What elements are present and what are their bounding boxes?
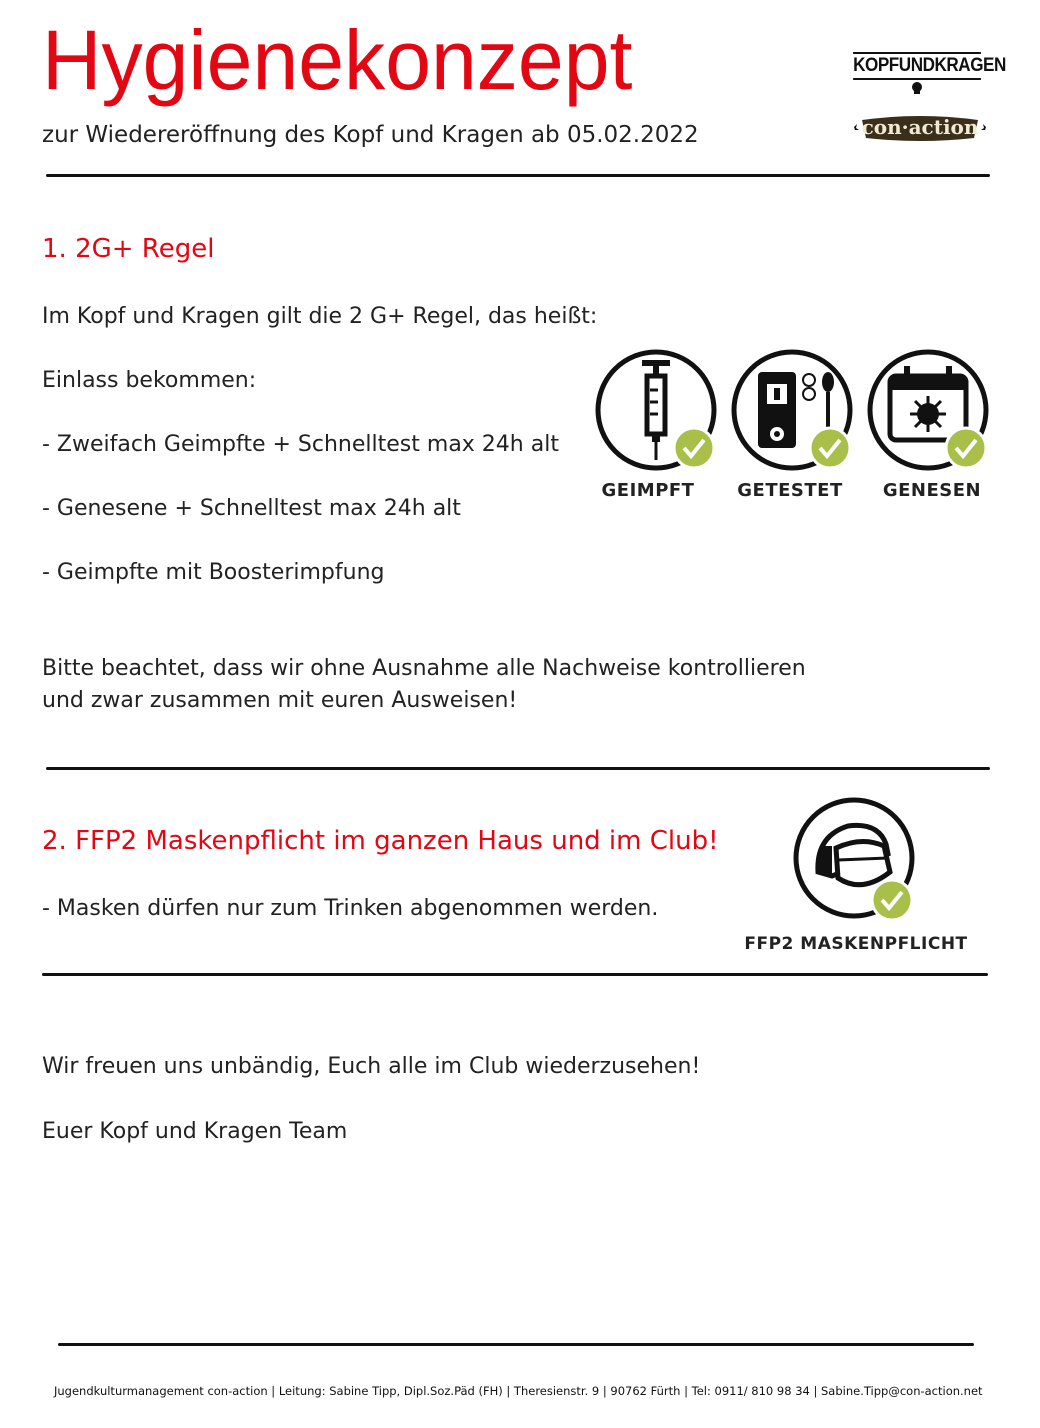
section1-heading: 1. 2G+ Regel bbox=[42, 234, 215, 264]
divider bbox=[42, 973, 988, 976]
test-kit-icon bbox=[730, 348, 854, 472]
ffp2-badge bbox=[792, 796, 916, 920]
face-mask-icon bbox=[792, 796, 916, 920]
list-item: - Genesene + Schnelltest max 24h alt bbox=[42, 496, 461, 521]
kopfundkragen-logo-text: KOPFUNDKRAGEN bbox=[853, 52, 981, 80]
genesen-label: GENESEN bbox=[882, 480, 982, 501]
con-action-logo bbox=[850, 110, 990, 144]
section1-note-line1: Bitte beachtet, dass wir ohne Ausnahme alle Nachweise kontrollieren bbox=[42, 656, 806, 681]
divider bbox=[46, 174, 990, 177]
con-action-logo-text: con·action bbox=[861, 115, 979, 139]
list-item: - Zweifach Geimpfte + Schnelltest max 24h alt bbox=[42, 432, 559, 457]
getestet-badge bbox=[730, 348, 854, 472]
closing-line2: Euer Kopf und Kragen Team bbox=[42, 1119, 348, 1144]
ffp2-label: FFP2 MASKENPFLICHT bbox=[744, 934, 968, 954]
section2-item: - Masken dürfen nur zum Trinken abgenommen werden. bbox=[42, 896, 659, 921]
list-item: - Geimpfte mit Boosterimpfung bbox=[42, 560, 385, 585]
skull-icon bbox=[910, 82, 924, 94]
getestet-label: GETESTET bbox=[737, 480, 843, 501]
page-subtitle: zur Wiedereröffnung des Kopf und Kragen ab 05.02.2022 bbox=[42, 122, 699, 148]
geimpft-label: GEIMPFT bbox=[601, 480, 695, 501]
page-title: Hygienekonzept bbox=[42, 13, 633, 107]
closing-line1: Wir freuen uns unbändig, Euch alle im Club wiederzusehen! bbox=[42, 1054, 701, 1079]
divider bbox=[58, 1343, 974, 1346]
footer: Jugendkulturmanagement con-action | Leitung: Sabine Tipp, Dipl.Soz.Päd (FH) | Theresienstr. 9 | 90762 Fürth | Tel: 0911/ 810 98 34 | Sabine.Tipp@con-action.net bbox=[54, 1384, 983, 1398]
section1-intro: Im Kopf und Kragen gilt die 2 G+ Regel, das heißt: bbox=[42, 304, 598, 329]
section2-heading: 2. FFP2 Maskenpflicht im ganzen Haus und im Club! bbox=[42, 826, 719, 856]
genesen-badge bbox=[866, 348, 990, 472]
kopfundkragen-logo bbox=[846, 52, 1006, 94]
section1-entry: Einlass bekommen: bbox=[42, 368, 257, 393]
divider bbox=[46, 767, 990, 770]
syringe-icon bbox=[594, 348, 718, 472]
geimpft-badge bbox=[594, 348, 718, 472]
section1-note-line2: und zwar zusammen mit euren Ausweisen! bbox=[42, 688, 518, 713]
calendar-virus-icon bbox=[866, 348, 990, 472]
